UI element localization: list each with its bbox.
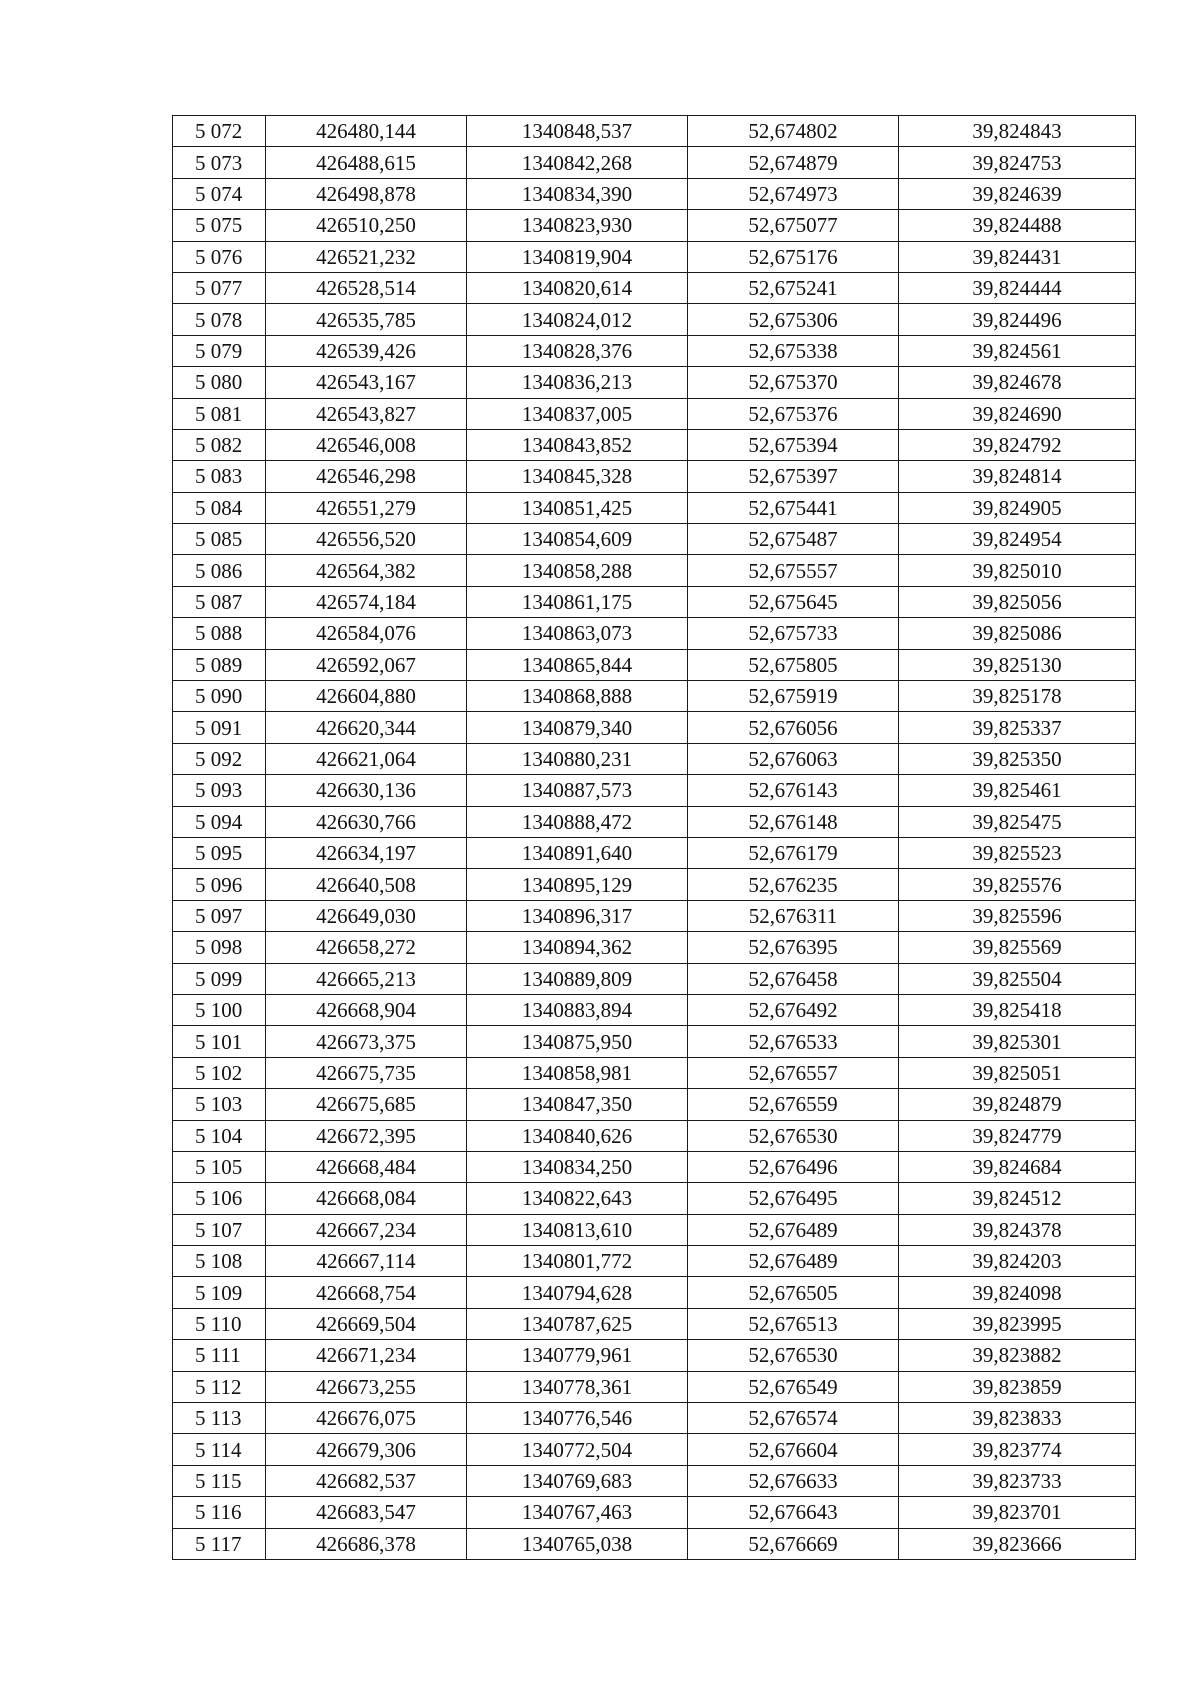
longitude-cell: 39,823733 [899, 1465, 1136, 1496]
y-coordinate-cell: 1340895,129 [467, 869, 688, 900]
latitude-cell: 52,676492 [688, 994, 899, 1025]
latitude-cell: 52,676513 [688, 1308, 899, 1339]
table-row [173, 1277, 1136, 1308]
point-number-cell: 5 100 [173, 994, 266, 1025]
y-coordinate-cell: 1340858,288 [467, 555, 688, 586]
latitude-cell: 52,675557 [688, 555, 899, 586]
point-number-cell: 5 094 [173, 806, 266, 837]
x-coordinate-cell: 426556,520 [266, 524, 467, 555]
latitude-cell: 52,675733 [688, 618, 899, 649]
y-coordinate-cell: 1340845,328 [467, 461, 688, 492]
x-coordinate-cell: 426543,167 [266, 367, 467, 398]
latitude-cell: 52,676489 [688, 1246, 899, 1277]
y-coordinate-cell: 1340848,537 [467, 116, 688, 147]
point-number-cell: 5 075 [173, 210, 266, 241]
y-coordinate-cell: 1340847,350 [467, 1089, 688, 1120]
latitude-cell: 52,675919 [688, 681, 899, 712]
longitude-cell: 39,823701 [899, 1497, 1136, 1528]
longitude-cell: 39,823882 [899, 1340, 1136, 1371]
table-row [173, 932, 1136, 963]
y-coordinate-cell: 1340843,852 [467, 429, 688, 460]
table-row [173, 1183, 1136, 1214]
longitude-cell: 39,825576 [899, 869, 1136, 900]
x-coordinate-cell: 426621,064 [266, 743, 467, 774]
latitude-cell: 52,674879 [688, 147, 899, 178]
x-coordinate-cell: 426679,306 [266, 1434, 467, 1465]
longitude-cell: 39,825475 [899, 806, 1136, 837]
latitude-cell: 52,676496 [688, 1151, 899, 1182]
y-coordinate-cell: 1340779,961 [467, 1340, 688, 1371]
x-coordinate-cell: 426667,114 [266, 1246, 467, 1277]
table-row [173, 461, 1136, 492]
longitude-cell: 39,825504 [899, 963, 1136, 994]
point-number-cell: 5 116 [173, 1497, 266, 1528]
x-coordinate-cell: 426675,735 [266, 1057, 467, 1088]
x-coordinate-cell: 426675,685 [266, 1089, 467, 1120]
y-coordinate-cell: 1340840,626 [467, 1120, 688, 1151]
y-coordinate-cell: 1340842,268 [467, 147, 688, 178]
longitude-cell: 39,824378 [899, 1214, 1136, 1245]
y-coordinate-cell: 1340828,376 [467, 335, 688, 366]
longitude-cell: 39,824203 [899, 1246, 1136, 1277]
y-coordinate-cell: 1340819,904 [467, 241, 688, 272]
latitude-cell: 52,676505 [688, 1277, 899, 1308]
table-row [173, 1057, 1136, 1088]
longitude-cell: 39,825461 [899, 775, 1136, 806]
x-coordinate-cell: 426539,426 [266, 335, 467, 366]
y-coordinate-cell: 1340813,610 [467, 1214, 688, 1245]
longitude-cell: 39,824512 [899, 1183, 1136, 1214]
point-number-cell: 5 091 [173, 712, 266, 743]
latitude-cell: 52,676574 [688, 1403, 899, 1434]
latitude-cell: 52,675441 [688, 492, 899, 523]
table-row [173, 1089, 1136, 1120]
longitude-cell: 39,825056 [899, 586, 1136, 617]
table-row [173, 649, 1136, 680]
longitude-cell: 39,823859 [899, 1371, 1136, 1402]
longitude-cell: 39,823666 [899, 1528, 1136, 1559]
y-coordinate-cell: 1340889,809 [467, 963, 688, 994]
x-coordinate-cell: 426564,382 [266, 555, 467, 586]
x-coordinate-cell: 426551,279 [266, 492, 467, 523]
y-coordinate-cell: 1340858,981 [467, 1057, 688, 1088]
table-row [173, 367, 1136, 398]
latitude-cell: 52,675645 [688, 586, 899, 617]
longitude-cell: 39,825010 [899, 555, 1136, 586]
y-coordinate-cell: 1340883,894 [467, 994, 688, 1025]
latitude-cell: 52,676458 [688, 963, 899, 994]
longitude-cell: 39,825418 [899, 994, 1136, 1025]
longitude-cell: 39,824431 [899, 241, 1136, 272]
x-coordinate-cell: 426535,785 [266, 304, 467, 335]
table-row [173, 555, 1136, 586]
longitude-cell: 39,824905 [899, 492, 1136, 523]
longitude-cell: 39,825569 [899, 932, 1136, 963]
point-number-cell: 5 117 [173, 1528, 266, 1559]
longitude-cell: 39,824879 [899, 1089, 1136, 1120]
table-row [173, 272, 1136, 303]
latitude-cell: 52,676530 [688, 1120, 899, 1151]
latitude-cell: 52,676559 [688, 1089, 899, 1120]
table-row [173, 900, 1136, 931]
longitude-cell: 39,825301 [899, 1026, 1136, 1057]
table-row [173, 524, 1136, 555]
point-number-cell: 5 085 [173, 524, 266, 555]
x-coordinate-cell: 426634,197 [266, 837, 467, 868]
y-coordinate-cell: 1340834,390 [467, 178, 688, 209]
x-coordinate-cell: 426498,878 [266, 178, 467, 209]
y-coordinate-cell: 1340880,231 [467, 743, 688, 774]
latitude-cell: 52,676669 [688, 1528, 899, 1559]
point-number-cell: 5 092 [173, 743, 266, 774]
point-number-cell: 5 090 [173, 681, 266, 712]
table-row [173, 335, 1136, 366]
x-coordinate-cell: 426604,880 [266, 681, 467, 712]
x-coordinate-cell: 426668,484 [266, 1151, 467, 1182]
latitude-cell: 52,676533 [688, 1026, 899, 1057]
table-row [173, 712, 1136, 743]
latitude-cell: 52,675176 [688, 241, 899, 272]
y-coordinate-cell: 1340896,317 [467, 900, 688, 931]
x-coordinate-cell: 426668,084 [266, 1183, 467, 1214]
table-row [173, 429, 1136, 460]
y-coordinate-cell: 1340887,573 [467, 775, 688, 806]
longitude-cell: 39,824684 [899, 1151, 1136, 1182]
x-coordinate-cell: 426658,272 [266, 932, 467, 963]
y-coordinate-cell: 1340767,463 [467, 1497, 688, 1528]
longitude-cell: 39,825350 [899, 743, 1136, 774]
point-number-cell: 5 084 [173, 492, 266, 523]
table-row [173, 837, 1136, 868]
y-coordinate-cell: 1340823,930 [467, 210, 688, 241]
y-coordinate-cell: 1340865,844 [467, 649, 688, 680]
x-coordinate-cell: 426667,234 [266, 1214, 467, 1245]
x-coordinate-cell: 426672,395 [266, 1120, 467, 1151]
latitude-cell: 52,676395 [688, 932, 899, 963]
longitude-cell: 39,824488 [899, 210, 1136, 241]
table-row [173, 1026, 1136, 1057]
x-coordinate-cell: 426574,184 [266, 586, 467, 617]
latitude-cell: 52,676633 [688, 1465, 899, 1496]
x-coordinate-cell: 426488,615 [266, 147, 467, 178]
latitude-cell: 52,675397 [688, 461, 899, 492]
point-number-cell: 5 114 [173, 1434, 266, 1465]
point-number-cell: 5 101 [173, 1026, 266, 1057]
y-coordinate-cell: 1340822,643 [467, 1183, 688, 1214]
point-number-cell: 5 103 [173, 1089, 266, 1120]
x-coordinate-cell: 426546,008 [266, 429, 467, 460]
x-coordinate-cell: 426630,766 [266, 806, 467, 837]
table-row [173, 1246, 1136, 1277]
y-coordinate-cell: 1340861,175 [467, 586, 688, 617]
longitude-cell: 39,824444 [899, 272, 1136, 303]
y-coordinate-cell: 1340801,772 [467, 1246, 688, 1277]
point-number-cell: 5 113 [173, 1403, 266, 1434]
y-coordinate-cell: 1340824,012 [467, 304, 688, 335]
latitude-cell: 52,676063 [688, 743, 899, 774]
x-coordinate-cell: 426521,232 [266, 241, 467, 272]
x-coordinate-cell: 426669,504 [266, 1308, 467, 1339]
latitude-cell: 52,675338 [688, 335, 899, 366]
y-coordinate-cell: 1340851,425 [467, 492, 688, 523]
table-row [173, 241, 1136, 272]
x-coordinate-cell: 426528,514 [266, 272, 467, 303]
point-number-cell: 5 082 [173, 429, 266, 460]
table-row [173, 398, 1136, 429]
y-coordinate-cell: 1340891,640 [467, 837, 688, 868]
y-coordinate-cell: 1340787,625 [467, 1308, 688, 1339]
longitude-cell: 39,824954 [899, 524, 1136, 555]
longitude-cell: 39,824814 [899, 461, 1136, 492]
table-row [173, 492, 1136, 523]
y-coordinate-cell: 1340836,213 [467, 367, 688, 398]
table-row [173, 178, 1136, 209]
point-number-cell: 5 072 [173, 116, 266, 147]
latitude-cell: 52,676235 [688, 869, 899, 900]
latitude-cell: 52,676143 [688, 775, 899, 806]
longitude-cell: 39,823774 [899, 1434, 1136, 1465]
latitude-cell: 52,676643 [688, 1497, 899, 1528]
latitude-cell: 52,675376 [688, 398, 899, 429]
x-coordinate-cell: 426686,378 [266, 1528, 467, 1559]
latitude-cell: 52,676530 [688, 1340, 899, 1371]
point-number-cell: 5 110 [173, 1308, 266, 1339]
table-row [173, 1528, 1136, 1559]
y-coordinate-cell: 1340888,472 [467, 806, 688, 837]
longitude-cell: 39,825130 [899, 649, 1136, 680]
table-row [173, 1403, 1136, 1434]
latitude-cell: 52,676489 [688, 1214, 899, 1245]
x-coordinate-cell: 426592,067 [266, 649, 467, 680]
table-row [173, 1308, 1136, 1339]
y-coordinate-cell: 1340765,038 [467, 1528, 688, 1559]
point-number-cell: 5 107 [173, 1214, 266, 1245]
table-row [173, 743, 1136, 774]
table-row [173, 618, 1136, 649]
point-number-cell: 5 112 [173, 1371, 266, 1402]
table-row [173, 1214, 1136, 1245]
latitude-cell: 52,675370 [688, 367, 899, 398]
y-coordinate-cell: 1340868,888 [467, 681, 688, 712]
point-number-cell: 5 099 [173, 963, 266, 994]
point-number-cell: 5 109 [173, 1277, 266, 1308]
x-coordinate-cell: 426665,213 [266, 963, 467, 994]
point-number-cell: 5 086 [173, 555, 266, 586]
longitude-cell: 39,825051 [899, 1057, 1136, 1088]
y-coordinate-cell: 1340875,950 [467, 1026, 688, 1057]
table-row [173, 806, 1136, 837]
coordinates-table-body [173, 116, 1136, 1560]
longitude-cell: 39,824690 [899, 398, 1136, 429]
point-number-cell: 5 106 [173, 1183, 266, 1214]
y-coordinate-cell: 1340879,340 [467, 712, 688, 743]
latitude-cell: 52,676495 [688, 1183, 899, 1214]
longitude-cell: 39,825178 [899, 681, 1136, 712]
latitude-cell: 52,676148 [688, 806, 899, 837]
latitude-cell: 52,676056 [688, 712, 899, 743]
longitude-cell: 39,825596 [899, 900, 1136, 931]
table-row [173, 681, 1136, 712]
table-row [173, 304, 1136, 335]
coordinates-table [172, 115, 1136, 1560]
table-row [173, 994, 1136, 1025]
longitude-cell: 39,825523 [899, 837, 1136, 868]
point-number-cell: 5 102 [173, 1057, 266, 1088]
y-coordinate-cell: 1340863,073 [467, 618, 688, 649]
table-row [173, 1371, 1136, 1402]
latitude-cell: 52,676311 [688, 900, 899, 931]
longitude-cell: 39,824779 [899, 1120, 1136, 1151]
x-coordinate-cell: 426668,904 [266, 994, 467, 1025]
longitude-cell: 39,824561 [899, 335, 1136, 366]
x-coordinate-cell: 426649,030 [266, 900, 467, 931]
latitude-cell: 52,675077 [688, 210, 899, 241]
table-row [173, 210, 1136, 241]
table-row [173, 586, 1136, 617]
longitude-cell: 39,825337 [899, 712, 1136, 743]
x-coordinate-cell: 426683,547 [266, 1497, 467, 1528]
longitude-cell: 39,824639 [899, 178, 1136, 209]
point-number-cell: 5 088 [173, 618, 266, 649]
latitude-cell: 52,676549 [688, 1371, 899, 1402]
y-coordinate-cell: 1340837,005 [467, 398, 688, 429]
point-number-cell: 5 098 [173, 932, 266, 963]
point-number-cell: 5 108 [173, 1246, 266, 1277]
point-number-cell: 5 105 [173, 1151, 266, 1182]
x-coordinate-cell: 426671,234 [266, 1340, 467, 1371]
longitude-cell: 39,824496 [899, 304, 1136, 335]
table-row [173, 869, 1136, 900]
y-coordinate-cell: 1340778,361 [467, 1371, 688, 1402]
table-row [173, 1340, 1136, 1371]
longitude-cell: 39,824843 [899, 116, 1136, 147]
latitude-cell: 52,674973 [688, 178, 899, 209]
point-number-cell: 5 115 [173, 1465, 266, 1496]
table-row [173, 1120, 1136, 1151]
x-coordinate-cell: 426673,375 [266, 1026, 467, 1057]
table-row [173, 147, 1136, 178]
point-number-cell: 5 074 [173, 178, 266, 209]
point-number-cell: 5 095 [173, 837, 266, 868]
point-number-cell: 5 083 [173, 461, 266, 492]
latitude-cell: 52,675394 [688, 429, 899, 460]
latitude-cell: 52,676557 [688, 1057, 899, 1088]
point-number-cell: 5 081 [173, 398, 266, 429]
point-number-cell: 5 087 [173, 586, 266, 617]
point-number-cell: 5 073 [173, 147, 266, 178]
longitude-cell: 39,823995 [899, 1308, 1136, 1339]
longitude-cell: 39,824792 [899, 429, 1136, 460]
longitude-cell: 39,825086 [899, 618, 1136, 649]
x-coordinate-cell: 426673,255 [266, 1371, 467, 1402]
x-coordinate-cell: 426510,250 [266, 210, 467, 241]
longitude-cell: 39,824098 [899, 1277, 1136, 1308]
point-number-cell: 5 097 [173, 900, 266, 931]
point-number-cell: 5 093 [173, 775, 266, 806]
latitude-cell: 52,675805 [688, 649, 899, 680]
y-coordinate-cell: 1340772,504 [467, 1434, 688, 1465]
latitude-cell: 52,676604 [688, 1434, 899, 1465]
x-coordinate-cell: 426480,144 [266, 116, 467, 147]
latitude-cell: 52,674802 [688, 116, 899, 147]
point-number-cell: 5 077 [173, 272, 266, 303]
table-row [173, 1434, 1136, 1465]
y-coordinate-cell: 1340794,628 [467, 1277, 688, 1308]
y-coordinate-cell: 1340776,546 [467, 1403, 688, 1434]
y-coordinate-cell: 1340894,362 [467, 932, 688, 963]
point-number-cell: 5 079 [173, 335, 266, 366]
y-coordinate-cell: 1340769,683 [467, 1465, 688, 1496]
x-coordinate-cell: 426630,136 [266, 775, 467, 806]
x-coordinate-cell: 426682,537 [266, 1465, 467, 1496]
x-coordinate-cell: 426584,076 [266, 618, 467, 649]
point-number-cell: 5 078 [173, 304, 266, 335]
x-coordinate-cell: 426676,075 [266, 1403, 467, 1434]
longitude-cell: 39,823833 [899, 1403, 1136, 1434]
x-coordinate-cell: 426668,754 [266, 1277, 467, 1308]
point-number-cell: 5 089 [173, 649, 266, 680]
y-coordinate-cell: 1340820,614 [467, 272, 688, 303]
latitude-cell: 52,675241 [688, 272, 899, 303]
table-row [173, 1497, 1136, 1528]
point-number-cell: 5 080 [173, 367, 266, 398]
table-row [173, 1151, 1136, 1182]
x-coordinate-cell: 426640,508 [266, 869, 467, 900]
table-row [173, 963, 1136, 994]
latitude-cell: 52,676179 [688, 837, 899, 868]
latitude-cell: 52,675306 [688, 304, 899, 335]
x-coordinate-cell: 426546,298 [266, 461, 467, 492]
y-coordinate-cell: 1340854,609 [467, 524, 688, 555]
point-number-cell: 5 111 [173, 1340, 266, 1371]
latitude-cell: 52,675487 [688, 524, 899, 555]
table-row [173, 1465, 1136, 1496]
point-number-cell: 5 076 [173, 241, 266, 272]
longitude-cell: 39,824678 [899, 367, 1136, 398]
x-coordinate-cell: 426543,827 [266, 398, 467, 429]
y-coordinate-cell: 1340834,250 [467, 1151, 688, 1182]
table-row [173, 775, 1136, 806]
table-row [173, 116, 1136, 147]
point-number-cell: 5 104 [173, 1120, 266, 1151]
longitude-cell: 39,824753 [899, 147, 1136, 178]
point-number-cell: 5 096 [173, 869, 266, 900]
x-coordinate-cell: 426620,344 [266, 712, 467, 743]
